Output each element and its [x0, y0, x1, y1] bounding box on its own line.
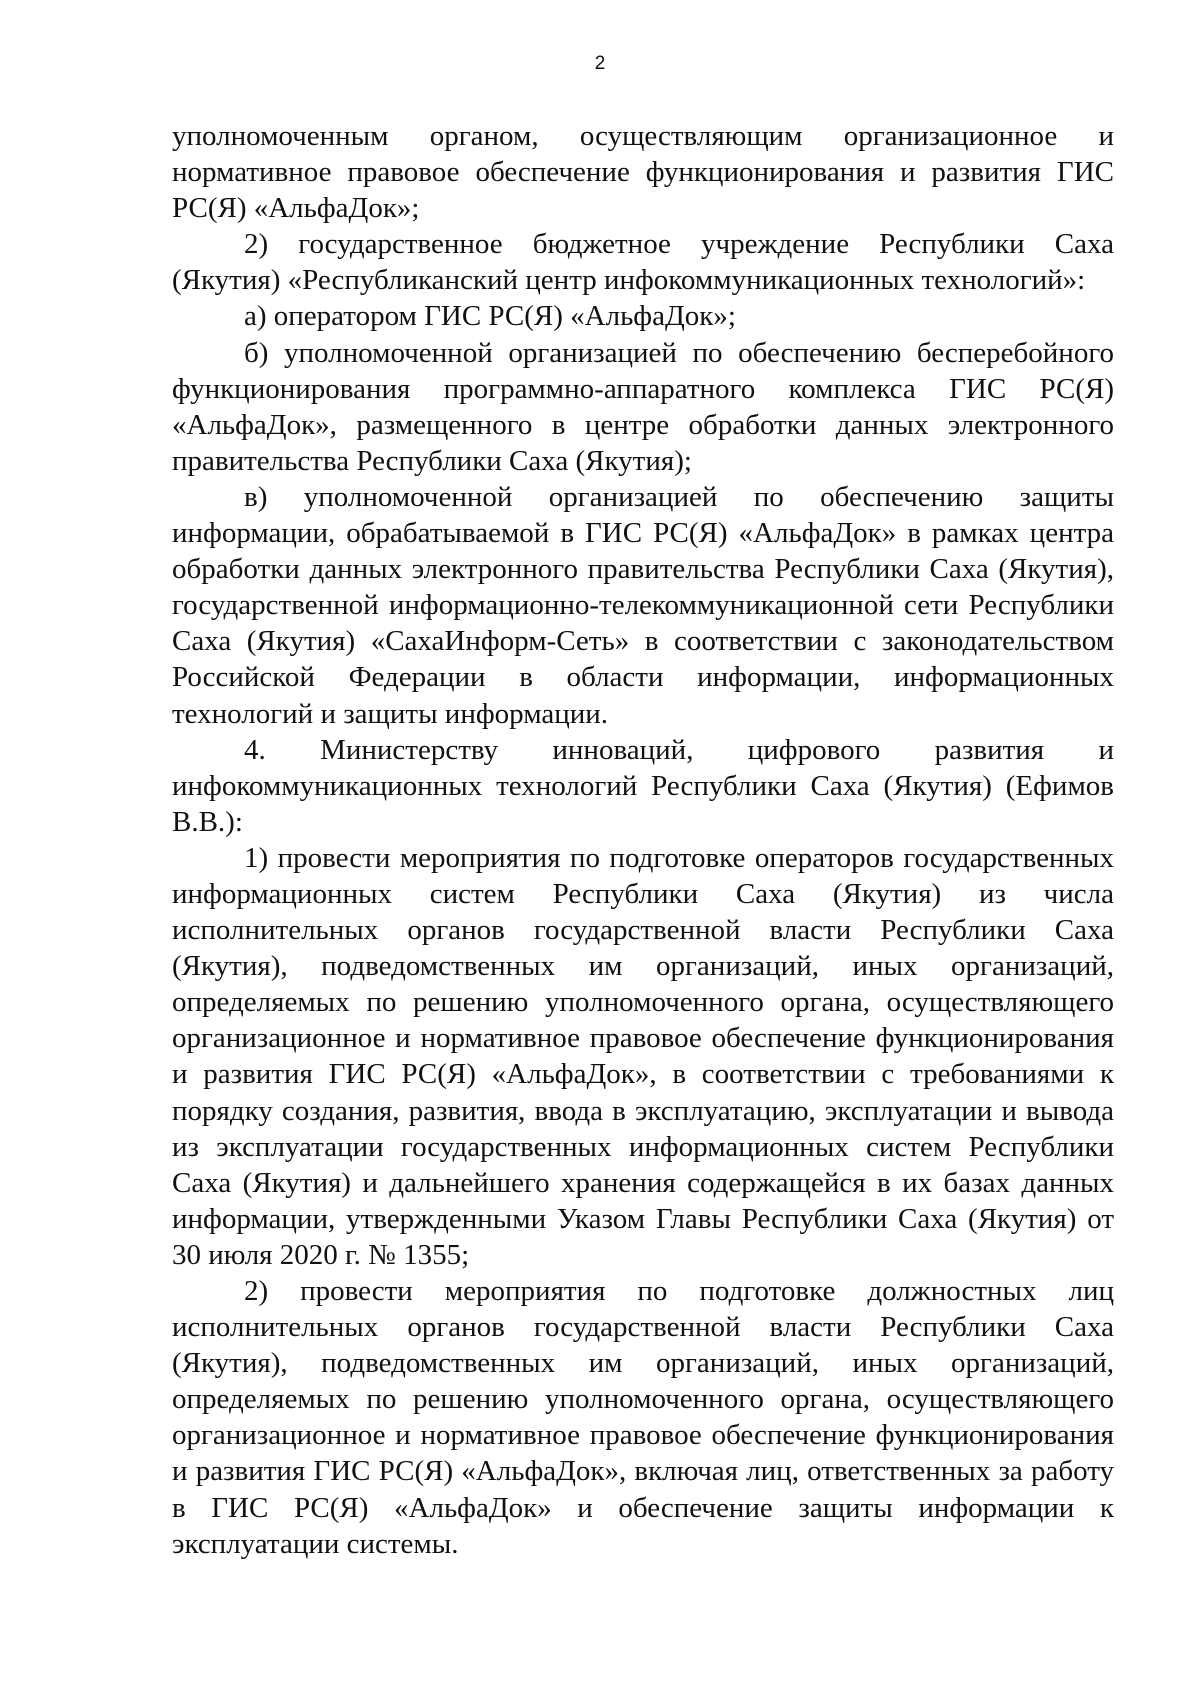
paragraph-2: 2) государственное бюджетное учреждение Республики Саха (Якутия) «Республиканский центр инфокоммуникационных технологий»: — [172, 228, 1114, 297]
paragraph-4: б) уполномоченной организацией по обеспечению бесперебойного функционирования программно-аппаратного комплекса ГИС РС(Я) «АльфаДок», размещенного в центре обработки данных электронного правительства Республики Саха (Якутия); — [172, 336, 1114, 477]
paragraph-6: 4. Министерству инноваций, цифрового развития и инфокоммуникационных технологий Республики Саха (Якутия) (Ефимов В.В.): — [172, 733, 1114, 838]
paragraph-5: в) уполномоченной организацией по обеспечению защиты информации, обрабатываемой в ГИС РС(Я) «АльфаДок» в рамках центра обработки данных электронного правительства Республики Саха (Якутия), государственной информационно-телекоммуникационной сети Республики Саха (Якутия) «СахаИнформ-Сеть» в соответствии с законодательством Российской Федерации в области информации, информационных технологий и защиты информации. — [172, 480, 1114, 730]
paragraph-8: 2) провести мероприятия по подготовке должностных лиц исполнительных органов государственной власти Республики Саха (Якутия), подведомственных им организаций, иных организаций, определяемых по решению уполномоченного органа, осуществляющего организационное и нормативное правовое обеспечение функционирования и развития ГИС РС(Я) «АльфаДок», включая лиц, ответственных за работу в ГИС РС(Я) «АльфаДок» и обеспечение защиты информации к эксплуатации системы. — [172, 1275, 1114, 1560]
paragraph-1: уполномоченным органом, осуществляющим организационное и нормативное правовое обеспечение функционирования и развития ГИС РС(Я) «АльфаДок»; — [172, 120, 1114, 225]
document-body — [172, 118, 1114, 1562]
paragraph-7: 1) провести мероприятия по подготовке операторов государственных информационных систем Республики Саха (Якутия) из числа исполнительных органов государственной власти Республики Саха (Якутия), подведомственных им организаций, иных организаций, определяемых по решению уполномоченного органа, осуществляющего организационное и нормативное правовое обеспечение функционирования и развития ГИС РС(Я) «АльфаДок», в соответствии с требованиями к порядку создания, развития, ввода в эксплуатацию, эксплуатации и вывода из эксплуатации государственных информационных систем Республики Саха (Якутия) и дальнейшего хранения содержащейся в их базах данных информации, утвержденными Указом Главы Республики Саха (Якутия) от 30 июля 2020 г. № 1355; — [172, 841, 1114, 1271]
page-number: 2 — [594, 53, 606, 74]
paragraph-3: а) оператором ГИС РС(Я) «АльфаДок»; — [244, 300, 736, 333]
